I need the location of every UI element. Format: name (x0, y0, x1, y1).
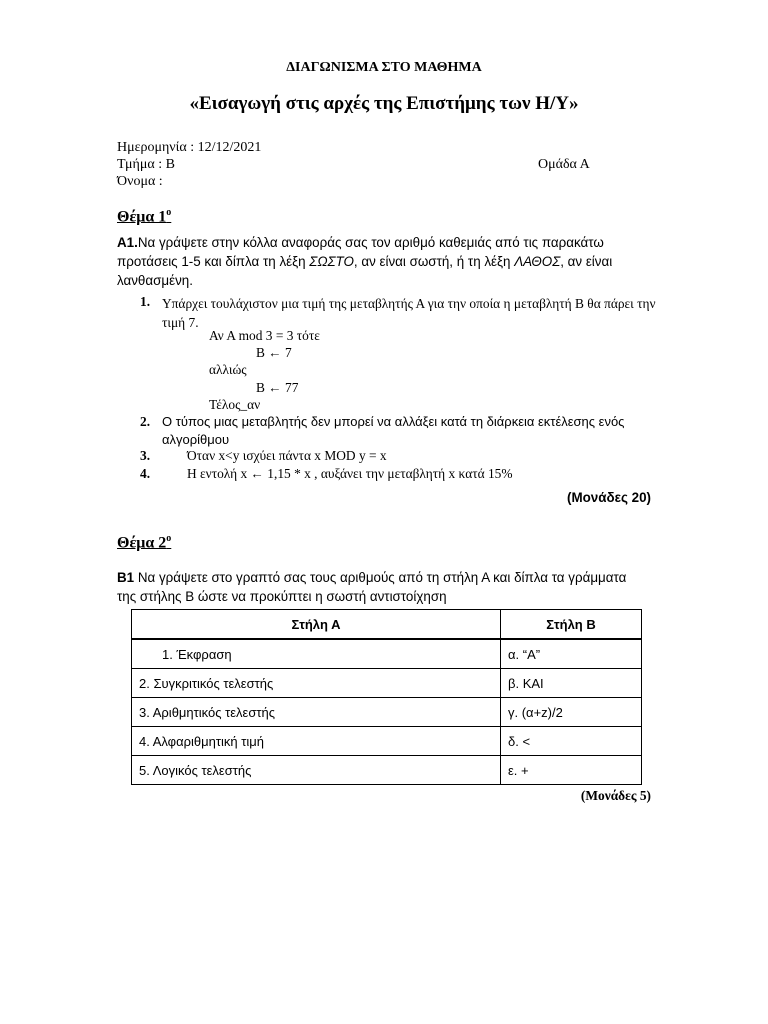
item-4-text (187, 466, 513, 482)
a1-label: Α1. (117, 235, 138, 250)
column-a-cell: 3. Αριθμητικός τελεστής (132, 698, 501, 727)
theme1-title (117, 207, 171, 226)
item-3-text: Όταν x<y ισχύει πάντα x MOD y = x (187, 448, 387, 463)
table-row (132, 756, 642, 785)
column-a-cell: 1. Έκφραση (132, 639, 501, 669)
theme1-title-text: Θέμα 1 (117, 208, 167, 226)
a1-word-true: ΣΩΣΤΟ (309, 254, 354, 269)
column-a-cell: 2. Συγκριτικός τελεστής (132, 669, 501, 698)
column-b-cell: β. ΚΑΙ (501, 669, 642, 698)
column-b-cell: γ. (α+z)/2 (501, 698, 642, 727)
a1-word-false: ΛΑΘΟΣ (514, 254, 561, 269)
b1-instructions (117, 568, 637, 606)
section-line: Τμήμα : Β (117, 157, 175, 172)
theme2-title-sup: ο (166, 533, 172, 544)
column-a-header: Στήλη Α (132, 610, 501, 640)
exam-heading: ΔΙΑΓΩΝΙΣΜΑ ΣΤΟ ΜΑΘΗΜΑ (286, 60, 482, 75)
a1-text-2: , αν είναι σωστή, ή τη λέξη (353, 254, 515, 269)
group-line: Ομάδα Α (538, 157, 590, 172)
table-row (132, 639, 642, 669)
item-1-code-line-2: Β ← 7 (256, 345, 292, 360)
column-b-cell: δ. < (501, 727, 642, 756)
theme2-marks: (Μονάδες 5) (580, 788, 651, 803)
item-1-text: Υπάρχει τουλάχιστον μια τιμή της μεταβλητής Α για την οποία η μεταβλητή Β θα πάρει την τιμή 7. (162, 296, 656, 330)
item-1-code-line-5: Τέλος_αν (209, 397, 261, 412)
b1-label: Β1 (117, 570, 135, 585)
column-b-cell: ε. + (501, 756, 642, 785)
item-4-number: 4. (140, 466, 151, 481)
item-1-number: 1. (140, 294, 151, 309)
theme1-marks: (Μονάδες 20) (567, 490, 651, 505)
matching-table (131, 609, 642, 785)
column-a-cell: 5. Λογικός τελεστής (132, 756, 501, 785)
course-title: «Εισαγωγή στις αρχές της Επιστήμης των Η/Υ» (189, 93, 579, 114)
arrow-icon: ← (250, 466, 264, 481)
theme2-title (117, 533, 171, 552)
item-3-number: 3. (140, 448, 151, 463)
a1-text-3: , αν είναι λανθασμένη. (117, 254, 613, 288)
table-header-row (132, 610, 642, 640)
b1-text: Να γράψετε στο γραπτό σας τους αριθμούς από τη στήλη Α και δίπλα τα γράμματα της στήλης Β ώστε να προκύπτει η σωστή αντιστοίχηση (117, 570, 627, 604)
item-2-text: Ο τύπος μιας μεταβλητής δεν μπορεί να αλλάξει κατά τη διάρκεια εκτέλεσης ενός αλγορίθμου (162, 414, 625, 447)
name-line: Όνομα : (117, 174, 163, 189)
column-a-cell: 4. Αλφαριθμητική τιμή (132, 727, 501, 756)
table-row (132, 727, 642, 756)
item-4-text-before: Η εντολή x (187, 466, 251, 481)
table-row (132, 698, 642, 727)
item-4-text-after: 1,15 * x , αυξάνει την μεταβλητή x κατά 15% (263, 466, 513, 481)
a1-text-1: Να γράψετε στην κόλλα αναφοράς σας τον αριθμό καθεμιάς από τις παρακάτω προτάσεις 1-5 και δίπλα τη λέξη (117, 235, 604, 269)
item-1-code-line-3: αλλιώς (209, 362, 247, 377)
theme2-title-text: Θέμα 2 (117, 534, 167, 552)
column-b-cell: α. “Α” (501, 639, 642, 669)
item-1-code-line-4: Β ← 77 (256, 380, 299, 395)
item-1-code-line-1: Αν Α mod 3 = 3 τότε (209, 328, 320, 343)
table-row (132, 669, 642, 698)
a1-instructions (117, 233, 657, 290)
theme1-title-sup: ο (166, 207, 172, 218)
item-2-number: 2. (140, 414, 151, 429)
column-b-header: Στήλη Β (501, 610, 642, 640)
date-line: Ημερομηνία : 12/12/2021 (117, 140, 262, 155)
